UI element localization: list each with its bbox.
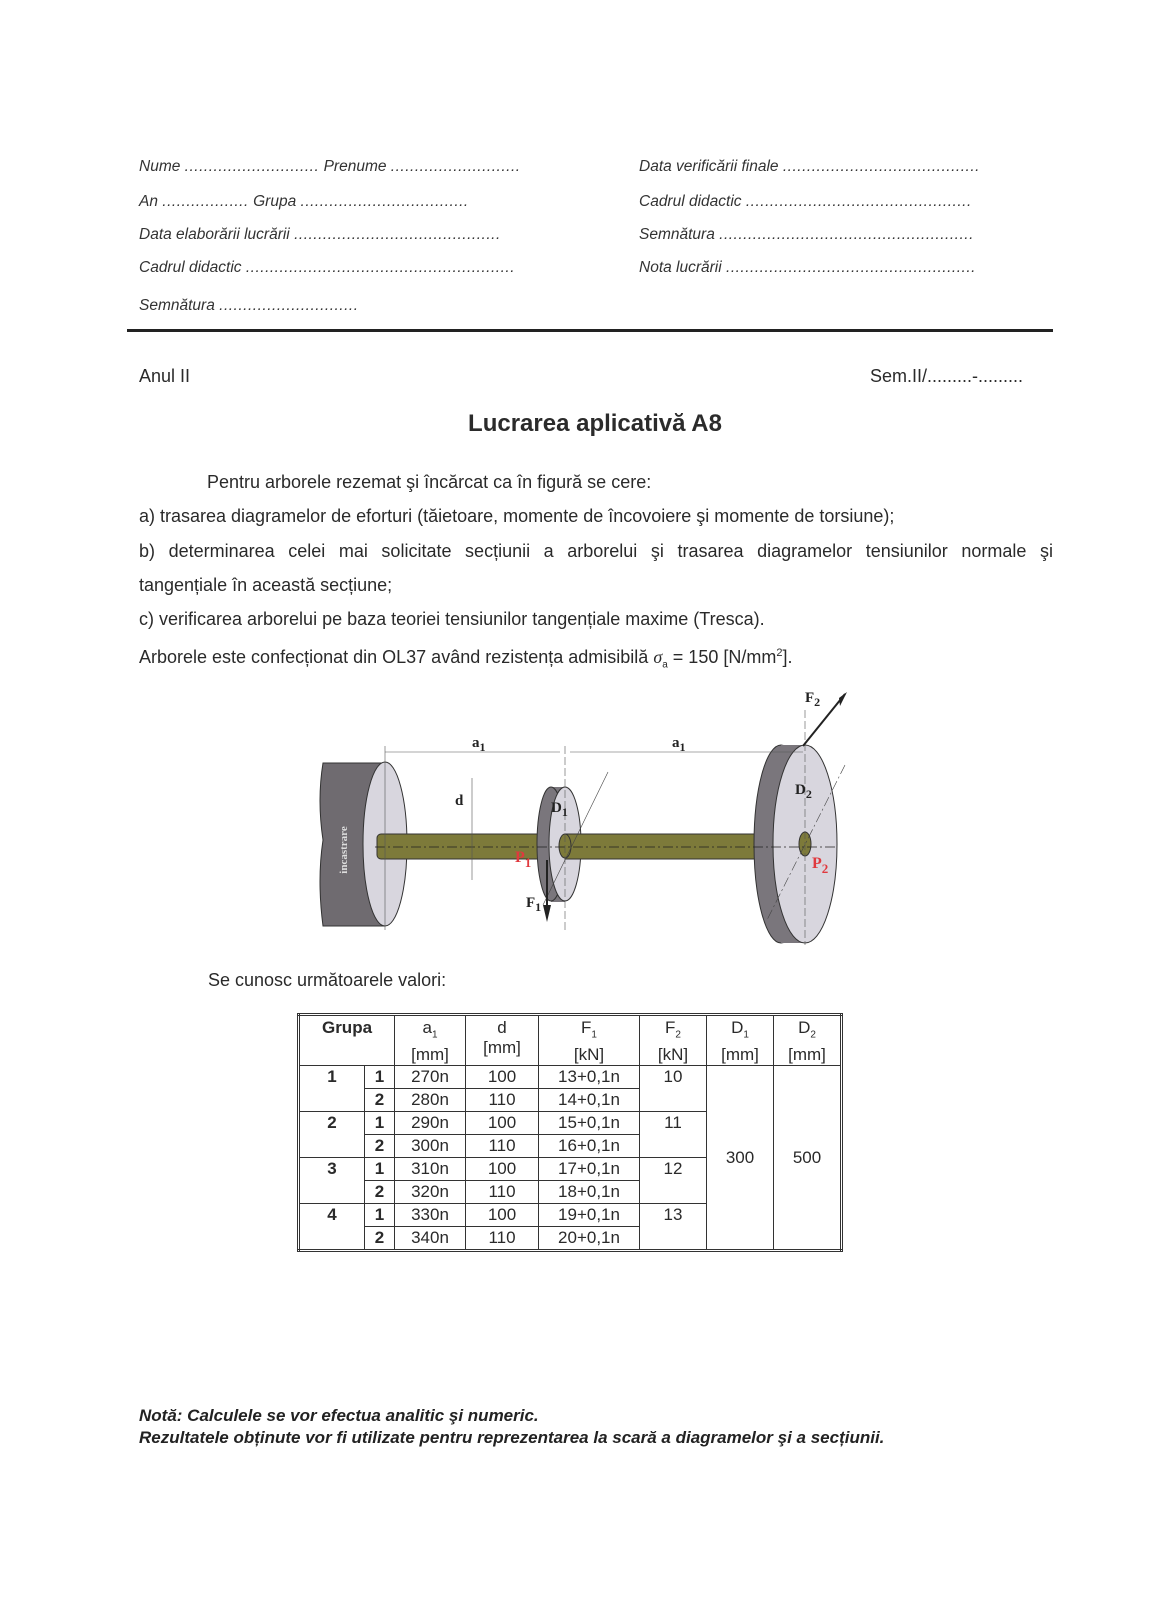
header-D2: $D_2$ [mm] [774, 1015, 842, 1066]
label-d: d [455, 793, 464, 809]
fill-cadrul-didactic[interactable]: ........................................................ [245, 259, 516, 276]
label-F1: $F_1$ [526, 895, 542, 914]
cell-sub: 2 [365, 1135, 395, 1158]
values-table [297, 1013, 843, 1252]
note-line-1: Notă: Calculele se vor efectua analitic şi numeric. [139, 1406, 539, 1425]
page-title: Lucrarea aplicativă A8 [468, 410, 722, 437]
requirement-b-line2: tangențiale în această secțiune; [139, 575, 393, 595]
cell-group: 3 [299, 1158, 365, 1204]
header-F1: $F_1$ [kN] [539, 1015, 640, 1066]
label-D1: $D_1$ [551, 800, 568, 819]
shaft-diagram [315, 690, 875, 950]
requirement-a: a) trasarea diagramelor de eforturi (tăietoare, momente de încovoiere şi momente de torsiune); [139, 506, 895, 526]
year-label: Anul II [139, 366, 191, 386]
known-values-caption: Se cunosc următoarele valori: [208, 970, 447, 990]
cell-sub: 2 [365, 1181, 395, 1204]
note-block [139, 1405, 884, 1449]
material-text: Arborele este confecționat din OL37 având rezistența admisibilă [139, 647, 649, 667]
sigma-symbol: σ [653, 647, 663, 667]
material-exponent: 2 [776, 647, 783, 659]
label-cadrul-didactic-right: Cadrul didactic [639, 193, 742, 210]
label-nota-lucrarii: Nota lucrării [639, 259, 722, 276]
cell-a1: 310n [395, 1158, 466, 1181]
cell-F1: 16+0,1n [539, 1135, 640, 1158]
label-P1: $P_1$ [515, 849, 532, 870]
cell-d: 100 [466, 1112, 539, 1135]
fill-cadrul-didactic-right[interactable]: ............................................... [745, 193, 972, 210]
cell-sub: 1 [365, 1158, 395, 1181]
intro-text: Pentru arborele rezemat şi încărcat ca în figură se cere: [207, 472, 652, 492]
label-a1-left: $a_1$ [472, 735, 486, 754]
header-D1: $D_1$ [mm] [707, 1015, 774, 1066]
cell-d: 110 [466, 1181, 539, 1204]
cell-F2: 12 [640, 1158, 707, 1204]
pulley-1 [537, 787, 761, 902]
label-a1-right: $a_1$ [672, 735, 686, 754]
cell-d: 110 [466, 1227, 539, 1251]
header-grupa: Grupa [299, 1015, 395, 1066]
label-an: An [139, 193, 158, 210]
cell-d: 100 [466, 1066, 539, 1089]
fill-data-elaborarii[interactable]: ........................................... [294, 226, 501, 243]
cell-F2: 13 [640, 1204, 707, 1251]
cell-sub: 1 [365, 1112, 395, 1135]
label-prenume: Prenume [323, 158, 387, 175]
table-row [299, 1066, 842, 1089]
cell-F1: 20+0,1n [539, 1227, 640, 1251]
fill-nota-lucrarii[interactable]: .................................................... [726, 259, 976, 276]
cell-a1: 330n [395, 1204, 466, 1227]
cell-D2: 500 [774, 1066, 842, 1251]
material-end: ]. [782, 647, 793, 667]
cell-sub: 1 [365, 1204, 395, 1227]
cell-d: 110 [466, 1089, 539, 1112]
cell-sub: 2 [365, 1089, 395, 1112]
fill-data-verificarii[interactable]: ......................................... [782, 158, 980, 175]
semester-label: Sem.II/.........-......... [870, 366, 1024, 386]
cell-F1: 19+0,1n [539, 1204, 640, 1227]
cell-F1: 15+0,1n [539, 1112, 640, 1135]
cell-d: 110 [466, 1135, 539, 1158]
cell-F2: 10 [640, 1066, 707, 1112]
cell-F1: 13+0,1n [539, 1066, 640, 1089]
field-semnatura-right [639, 226, 974, 244]
fill-grupa[interactable]: ................................... [300, 193, 469, 210]
label-semnatura-right: Semnătura [639, 226, 715, 243]
field-semnatura-left [139, 297, 359, 315]
cell-a1: 280n [395, 1089, 466, 1112]
field-data-verificarii [639, 158, 980, 176]
field-cadrul-didactic-right [639, 193, 972, 211]
cell-F1: 18+0,1n [539, 1181, 640, 1204]
label-F2: $F_2$ [805, 690, 821, 709]
cell-sub: 1 [365, 1066, 395, 1089]
material-value: = 150 [N/mm [672, 647, 777, 667]
label-data-elaborarii: Data elaborării lucrării [139, 226, 290, 243]
pulley-2 [754, 745, 837, 943]
cell-a1: 290n [395, 1112, 466, 1135]
cell-a1: 270n [395, 1066, 466, 1089]
cell-d: 100 [466, 1204, 539, 1227]
label-data-verificarii: Data verificării finale [639, 158, 779, 175]
shaft-figure [315, 690, 875, 950]
svg-text:incastrare: incastrare [338, 826, 350, 874]
cell-D1: 300 [707, 1066, 774, 1251]
label-cadrul-didactic: Cadrul didactic [139, 259, 242, 276]
field-data-elaborarii [139, 226, 501, 244]
fill-nume[interactable]: ............................ [184, 158, 320, 175]
cell-a1: 340n [395, 1227, 466, 1251]
cell-F1: 17+0,1n [539, 1158, 640, 1181]
fill-semnatura-right[interactable]: ..................................................... [719, 226, 974, 243]
header-F2: $F_2$ [kN] [640, 1015, 707, 1066]
requirement-c: c) verificarea arborelui pe baza teoriei tensiunilor tangențiale maxime (Tresca). [139, 609, 765, 629]
header-d: d [mm] [466, 1015, 539, 1066]
cell-sub: 2 [365, 1227, 395, 1251]
header-divider [127, 329, 1053, 332]
cell-a1: 300n [395, 1135, 466, 1158]
label-D2: $D_2$ [795, 782, 812, 801]
label-grupa: Grupa [253, 193, 297, 210]
fill-an[interactable]: .................. [162, 193, 249, 210]
cell-group: 2 [299, 1112, 365, 1158]
fill-semnatura[interactable]: ............................. [219, 297, 359, 314]
field-nota-lucrarii [639, 259, 976, 277]
label-P2: $P_2$ [812, 855, 829, 876]
material-statement [139, 637, 1053, 682]
note-line-2: Rezultatele obținute vor fi utilizate pentru reprezentarea la scară a diagramelor şi a secțiunii. [139, 1428, 885, 1447]
cell-a1: 320n [395, 1181, 466, 1204]
table-header-row [299, 1015, 842, 1066]
label-semnatura: Semnătura [139, 297, 215, 314]
field-an-grupa [139, 193, 469, 211]
label-nume: Nume [139, 158, 181, 175]
cell-group: 1 [299, 1066, 365, 1112]
field-nume-prenume [139, 158, 521, 176]
cell-F1: 14+0,1n [539, 1089, 640, 1112]
header-a1: $a_1$ [mm] [395, 1015, 466, 1066]
requirement-b-line1: b) determinarea celei mai solicitate secțiunii a arborelui şi trasarea diagramelor tensiunilor normale şi [139, 541, 1053, 561]
sigma-subscript: a [662, 659, 668, 671]
cell-d: 100 [466, 1158, 539, 1181]
cell-group: 4 [299, 1204, 365, 1251]
field-cadrul-didactic-left [139, 259, 515, 277]
fill-prenume[interactable]: ........................... [390, 158, 521, 175]
cell-F2: 11 [640, 1112, 707, 1158]
